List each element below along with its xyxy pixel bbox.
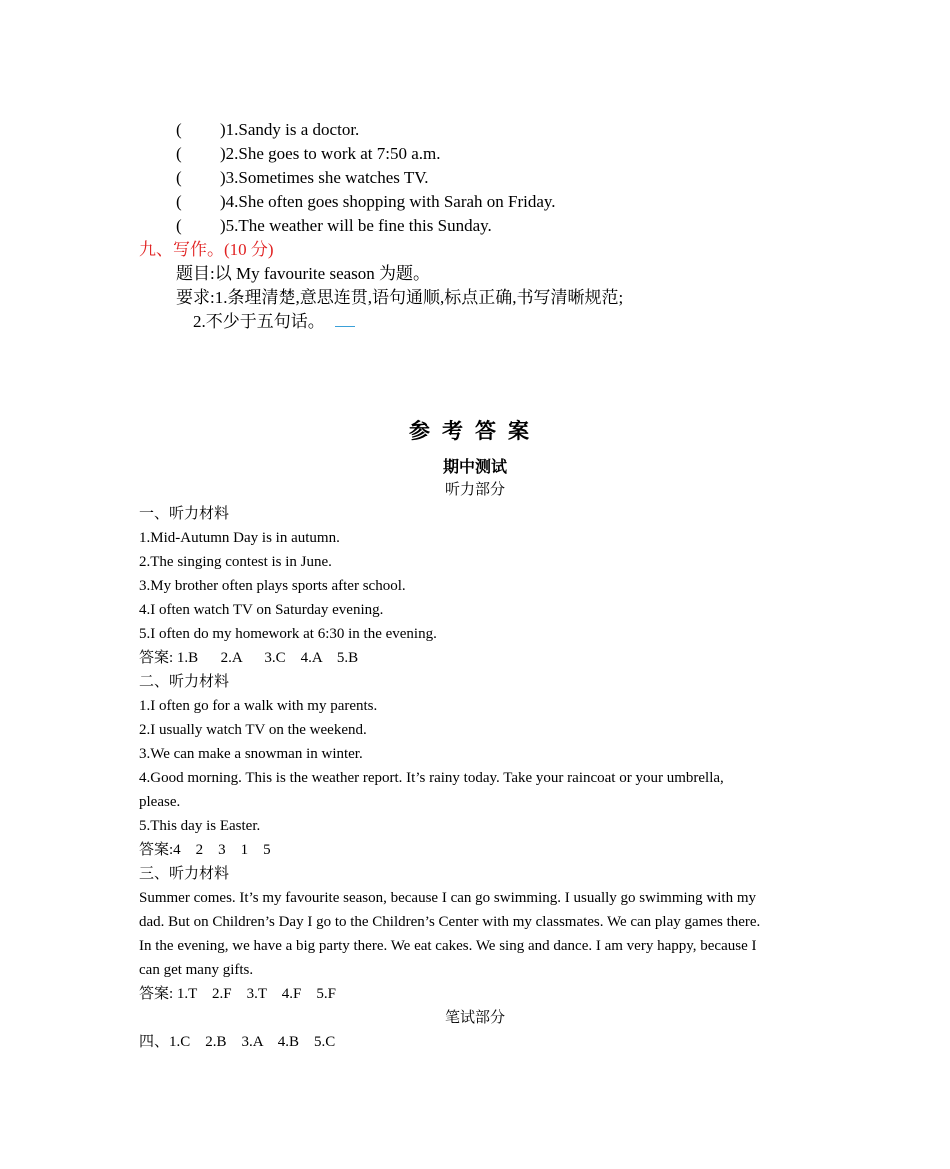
question-text: )1.Sandy is a doctor. (220, 120, 360, 139)
section-1-line: 1.Mid-Autumn Day is in autumn. (139, 530, 340, 546)
writing-requirement-2 (193, 310, 355, 334)
section-3-line: dad. But on Children’s Day I go to the Children’s Center with my classmates. We can play games there. (139, 914, 761, 930)
answer-paren: ( (176, 216, 182, 235)
writing-topic: 题目:以 My favourite season 为题。 (176, 264, 431, 283)
question-text: )3.Sometimes she watches TV. (220, 168, 429, 187)
section-2-line: 1.I often go for a walk with my parents. (139, 698, 378, 714)
section-1-line: 5.I often do my homework at 6:30 in the evening. (139, 626, 437, 642)
section-2-line: 3.We can make a snowman in winter. (139, 746, 363, 762)
written-part-heading: 笔试部分 (444, 1010, 505, 1026)
section-1-title: 一、听力材料 (139, 506, 230, 522)
section-1-line: 3.My brother often plays sports after school. (139, 578, 406, 594)
answer-paren: ( (176, 120, 182, 139)
question-2 (176, 142, 441, 166)
section-2-answer: 答案:4 2 3 1 5 (139, 842, 271, 858)
answer-paren: ( (176, 144, 182, 163)
section-4-answer: 四、1.C 2.B 3.A 4.B 5.C (139, 1034, 336, 1050)
question-text: )4.She often goes shopping with Sarah on Friday. (220, 192, 556, 211)
question-1 (176, 118, 359, 142)
section-2-line: 4.Good morning. This is the weather report. It’s rainy today. Take your raincoat or your umbrella, (139, 770, 724, 786)
section-3-answer: 答案: 1.T 2.F 3.T 4.F 5.F (139, 986, 336, 1002)
requirement-2-text: 2.不少于五句话。 (193, 312, 325, 331)
question-5 (176, 214, 492, 238)
section-3-line: Summer comes. It’s my favourite season, because I can go swimming. I usually go swimming with my (139, 890, 756, 906)
answer-blank (335, 312, 355, 327)
section-2-line: please. (139, 794, 181, 810)
listening-part-heading: 听力部分 (444, 482, 505, 498)
answer-key-title: 参考答案 (409, 419, 541, 443)
section-1-answer: 答案: 1.B 2.A 3.C 4.A 5.B (139, 650, 359, 666)
section-2-title: 二、听力材料 (139, 674, 230, 690)
answer-paren: ( (176, 192, 182, 211)
section-2-line: 5.This day is Easter. (139, 818, 261, 834)
answer-paren: ( (176, 168, 182, 187)
question-4 (176, 190, 556, 214)
writing-requirement-1: 要求:1.条理清楚,意思连贯,语句通顺,标点正确,书写清晰规范; (176, 288, 624, 307)
writing-heading: 九、写作。(10 分) (139, 240, 274, 259)
section-1-line: 4.I often watch TV on Saturday evening. (139, 602, 384, 618)
section-2-line: 2.I usually watch TV on the weekend. (139, 722, 367, 738)
question-text: )5.The weather will be fine this Sunday. (220, 216, 492, 235)
section-3-line: In the evening, we have a big party there. We eat cakes. We sing and dance. I am very happy, because I (139, 938, 757, 954)
section-3-line: can get many gifts. (139, 962, 254, 978)
section-3-title: 三、听力材料 (139, 866, 230, 882)
question-text: )2.She goes to work at 7:50 a.m. (220, 144, 441, 163)
section-1-line: 2.The singing contest is in June. (139, 554, 332, 570)
answer-key-subtitle: 期中测试 (442, 457, 507, 476)
question-3 (176, 166, 429, 190)
